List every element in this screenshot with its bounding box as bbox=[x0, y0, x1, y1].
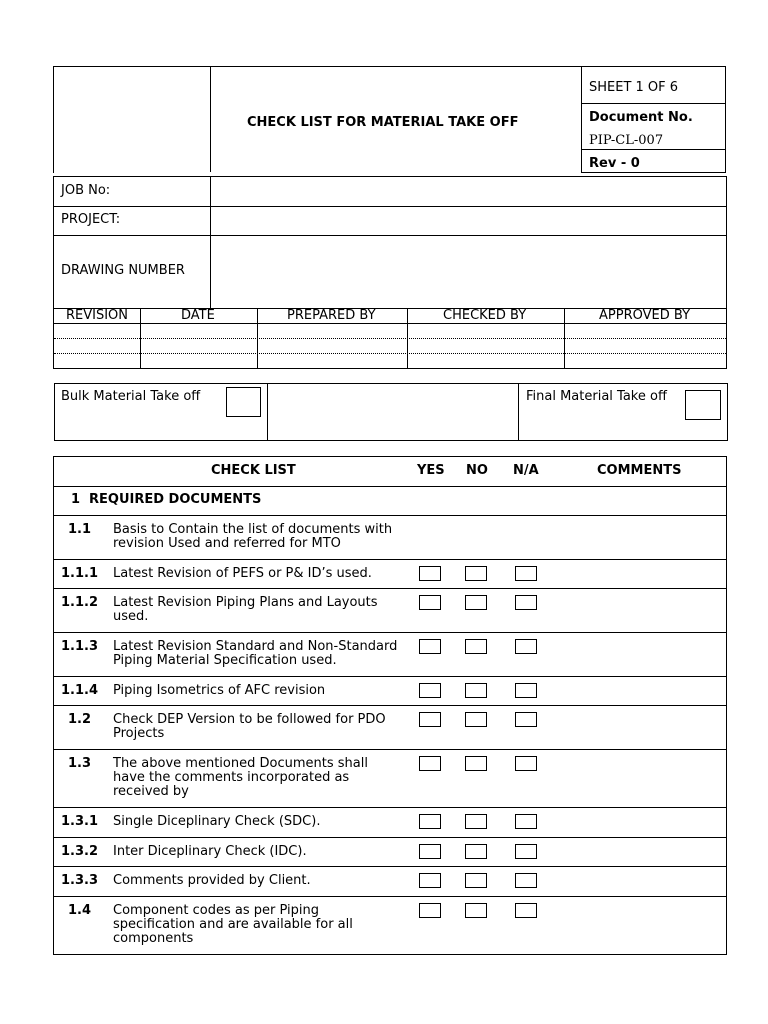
item-number: 1.4 bbox=[68, 903, 92, 918]
no-checkbox[interactable] bbox=[465, 903, 487, 918]
item-number: 1.3 bbox=[68, 756, 92, 771]
yes-checkbox[interactable] bbox=[419, 844, 441, 859]
no-checkbox[interactable] bbox=[465, 756, 487, 771]
checklist-rule bbox=[53, 807, 727, 808]
yes-checkbox[interactable] bbox=[419, 595, 441, 610]
no-checkbox[interactable] bbox=[465, 566, 487, 581]
na-checkbox[interactable] bbox=[515, 639, 537, 654]
item-text: specification and are available for all bbox=[113, 917, 353, 932]
item-text: Basis to Contain the list of documents with bbox=[113, 522, 393, 537]
col-na: N/A bbox=[513, 463, 539, 478]
mto-divider-1 bbox=[267, 383, 268, 441]
na-checkbox[interactable] bbox=[515, 756, 537, 771]
section-title: REQUIRED DOCUMENTS bbox=[89, 492, 262, 507]
item-text: Piping Material Specification used. bbox=[113, 653, 337, 668]
item-text: components bbox=[113, 931, 194, 946]
item-text: Latest Revision Piping Plans and Layouts bbox=[113, 595, 378, 610]
checklist-rule bbox=[53, 705, 727, 706]
item-text: Latest Revision of PEFS or P& ID’s used. bbox=[113, 566, 372, 581]
bulk-mto-label: Bulk Material Take off bbox=[61, 389, 201, 404]
section-number: 1 bbox=[71, 492, 81, 507]
na-checkbox[interactable] bbox=[515, 566, 537, 581]
job-no-label: JOB No: bbox=[61, 183, 111, 198]
no-checkbox[interactable] bbox=[465, 683, 487, 698]
document-number-label: Document No. bbox=[589, 110, 693, 125]
header-divider-right bbox=[581, 66, 582, 173]
header-right-rule-2 bbox=[581, 149, 726, 150]
item-number: 1.1.1 bbox=[61, 566, 99, 581]
header-right-rule-3 bbox=[581, 172, 726, 173]
yes-checkbox[interactable] bbox=[419, 566, 441, 581]
yes-checkbox[interactable] bbox=[419, 903, 441, 918]
col-check-list: CHECK LIST bbox=[211, 463, 296, 478]
item-text: received by bbox=[113, 784, 189, 799]
no-checkbox[interactable] bbox=[465, 814, 487, 829]
yes-checkbox[interactable] bbox=[419, 756, 441, 771]
item-text: The above mentioned Documents shall bbox=[113, 756, 368, 771]
rev-col-revision: REVISION bbox=[66, 308, 129, 323]
info-rule-4 bbox=[53, 323, 727, 324]
na-checkbox[interactable] bbox=[515, 595, 537, 610]
project-label: PROJECT: bbox=[61, 212, 121, 227]
col-yes: YES bbox=[417, 463, 445, 478]
yes-checkbox[interactable] bbox=[419, 683, 441, 698]
na-checkbox[interactable] bbox=[515, 712, 537, 727]
item-number: 1.1.2 bbox=[61, 595, 99, 610]
na-checkbox[interactable] bbox=[515, 903, 537, 918]
header-right-rule-1 bbox=[581, 103, 726, 104]
item-text: revision Used and referred for MTO bbox=[113, 536, 341, 551]
sheet-number: SHEET 1 OF 6 bbox=[589, 80, 679, 95]
na-checkbox[interactable] bbox=[515, 683, 537, 698]
checklist-rule bbox=[53, 632, 727, 633]
info-rule-2 bbox=[53, 235, 727, 236]
item-text: have the comments incorporated as bbox=[113, 770, 350, 785]
item-number: 1.1 bbox=[68, 522, 92, 537]
item-text: Comments provided by Client. bbox=[113, 873, 311, 888]
yes-checkbox[interactable] bbox=[419, 639, 441, 654]
bulk-mto-checkbox[interactable] bbox=[226, 387, 261, 417]
rev-row-rule-2 bbox=[54, 353, 726, 354]
item-text: Single Diceplinary Check (SDC). bbox=[113, 814, 321, 829]
checklist-rule bbox=[53, 896, 727, 897]
checklist-rule bbox=[53, 837, 727, 838]
na-checkbox[interactable] bbox=[515, 814, 537, 829]
item-text: Latest Revision Standard and Non-Standard bbox=[113, 639, 398, 654]
na-checkbox[interactable] bbox=[515, 873, 537, 888]
document-number: PIP-CL-007 bbox=[589, 133, 664, 148]
col-comments: COMMENTS bbox=[597, 463, 682, 478]
item-text: Check DEP Version to be followed for PDO bbox=[113, 712, 386, 727]
drawing-number-label: DRAWING NUMBER bbox=[61, 263, 185, 278]
yes-checkbox[interactable] bbox=[419, 712, 441, 727]
checklist-rule bbox=[53, 486, 727, 487]
na-checkbox[interactable] bbox=[515, 844, 537, 859]
rev-row-rule-1 bbox=[54, 338, 726, 339]
final-mto-checkbox[interactable] bbox=[685, 390, 721, 420]
revision-label: Rev - 0 bbox=[589, 156, 640, 171]
item-number: 1.3.2 bbox=[61, 844, 99, 859]
rev-col-checked-by: CHECKED BY bbox=[443, 308, 527, 323]
header-divider-left bbox=[210, 66, 211, 172]
rev-col-prepared-by: PREPARED BY bbox=[287, 308, 376, 323]
rev-col-approved-by: APPROVED BY bbox=[599, 308, 691, 323]
no-checkbox[interactable] bbox=[465, 873, 487, 888]
checklist-rule bbox=[53, 559, 727, 560]
checklist-rule bbox=[53, 866, 727, 867]
item-text: Inter Diceplinary Check (IDC). bbox=[113, 844, 307, 859]
item-number: 1.2 bbox=[68, 712, 92, 727]
item-number: 1.1.4 bbox=[61, 683, 99, 698]
mto-divider-2 bbox=[518, 383, 519, 441]
checklist-rule bbox=[53, 588, 727, 589]
item-number: 1.1.3 bbox=[61, 639, 99, 654]
no-checkbox[interactable] bbox=[465, 844, 487, 859]
yes-checkbox[interactable] bbox=[419, 873, 441, 888]
page-title: CHECK LIST FOR MATERIAL TAKE OFF bbox=[247, 115, 519, 130]
yes-checkbox[interactable] bbox=[419, 814, 441, 829]
no-checkbox[interactable] bbox=[465, 639, 487, 654]
item-number: 1.3.1 bbox=[61, 814, 99, 829]
no-checkbox[interactable] bbox=[465, 595, 487, 610]
item-text: Piping Isometrics of AFC revision bbox=[113, 683, 326, 698]
no-checkbox[interactable] bbox=[465, 712, 487, 727]
item-text: Component codes as per Piping bbox=[113, 903, 319, 918]
col-no: NO bbox=[466, 463, 488, 478]
info-rule-1 bbox=[53, 206, 727, 207]
checklist-rule bbox=[53, 515, 727, 516]
info-divider bbox=[210, 176, 211, 309]
item-number: 1.3.3 bbox=[61, 873, 99, 888]
final-mto-label: Final Material Take off bbox=[526, 389, 667, 404]
checklist-rule bbox=[53, 749, 727, 750]
item-text: Projects bbox=[113, 726, 165, 741]
checklist-rule bbox=[53, 676, 727, 677]
item-text: used. bbox=[113, 609, 149, 624]
rev-col-date: DATE bbox=[181, 308, 215, 323]
